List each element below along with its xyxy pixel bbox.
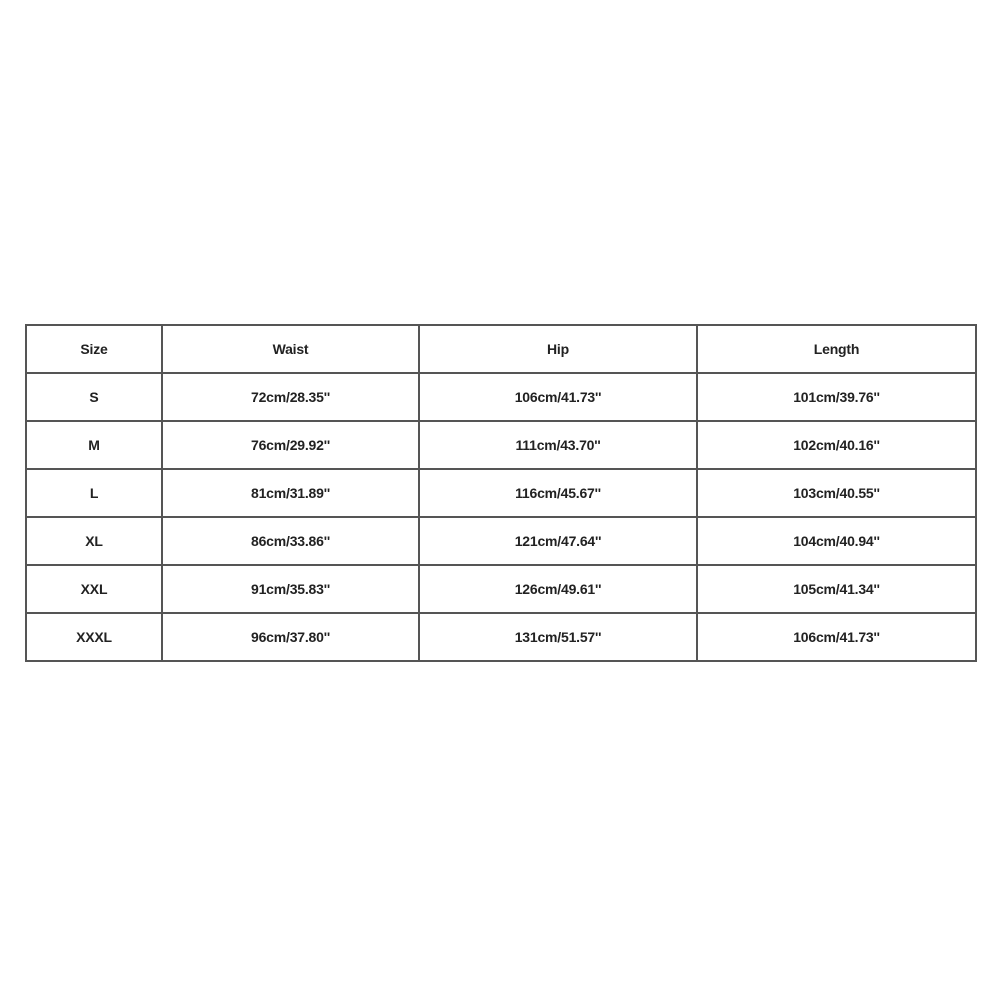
size-chart-table [25, 324, 977, 662]
cell-hip: 116cm/45.67'' [419, 469, 697, 517]
cell-size: M [26, 421, 162, 469]
cell-waist: 86cm/33.86'' [162, 517, 419, 565]
cell-size: XXXL [26, 613, 162, 661]
cell-length: 106cm/41.73'' [697, 613, 976, 661]
cell-hip: 111cm/43.70'' [419, 421, 697, 469]
cell-length: 101cm/39.76'' [697, 373, 976, 421]
header-row [26, 325, 976, 373]
cell-waist: 76cm/29.92'' [162, 421, 419, 469]
cell-hip: 121cm/47.64'' [419, 517, 697, 565]
cell-hip: 131cm/51.57'' [419, 613, 697, 661]
cell-size: XXL [26, 565, 162, 613]
header-size: Size [26, 325, 162, 373]
cell-hip: 106cm/41.73'' [419, 373, 697, 421]
cell-size: XL [26, 517, 162, 565]
cell-size: L [26, 469, 162, 517]
cell-hip: 126cm/49.61'' [419, 565, 697, 613]
cell-length: 103cm/40.55'' [697, 469, 976, 517]
cell-length: 105cm/41.34'' [697, 565, 976, 613]
table-row [26, 517, 976, 565]
cell-waist: 72cm/28.35'' [162, 373, 419, 421]
cell-waist: 96cm/37.80'' [162, 613, 419, 661]
cell-size: S [26, 373, 162, 421]
table-row [26, 373, 976, 421]
cell-length: 102cm/40.16'' [697, 421, 976, 469]
cell-length: 104cm/40.94'' [697, 517, 976, 565]
table-row [26, 421, 976, 469]
header-waist: Waist [162, 325, 419, 373]
cell-waist: 91cm/35.83'' [162, 565, 419, 613]
cell-waist: 81cm/31.89'' [162, 469, 419, 517]
table-row [26, 565, 976, 613]
table-header [26, 325, 976, 373]
table-row [26, 469, 976, 517]
header-length: Length [697, 325, 976, 373]
table-row [26, 613, 976, 661]
header-hip: Hip [419, 325, 697, 373]
table-body [26, 373, 976, 661]
